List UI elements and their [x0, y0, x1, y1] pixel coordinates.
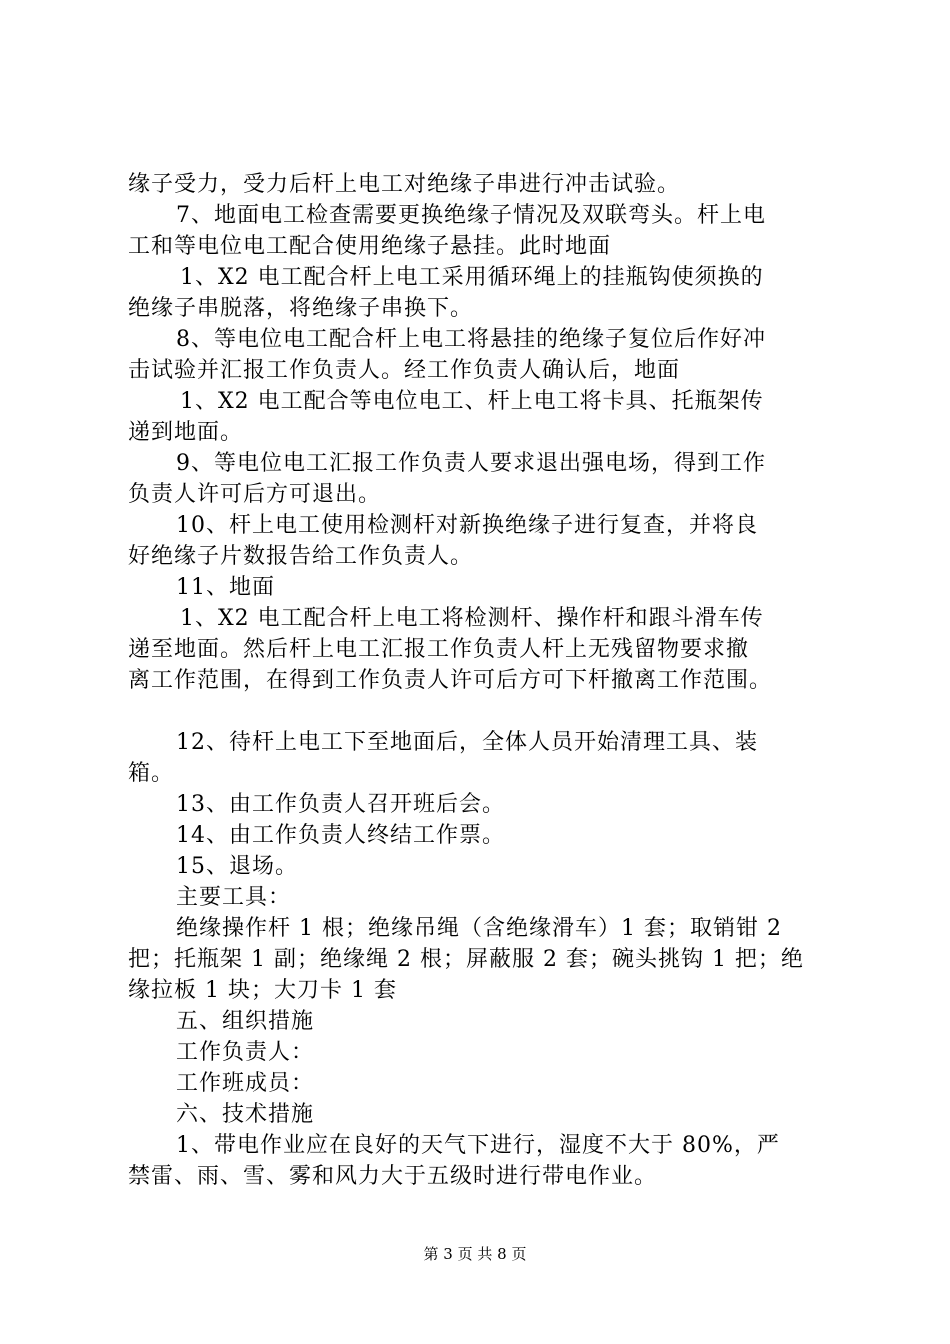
paragraph-line: 工作班成员：: [176, 1071, 315, 1096]
paragraph-line: 绝缘子串脱落，将绝缘子串换下。: [128, 296, 474, 321]
paragraph-line: 绝缘操作杆 1 根；绝缘吊绳（含绝缘滑车）1 套；取销钳 2: [176, 916, 782, 941]
page-number-label: 第 3 页 共 8 页: [423, 1245, 527, 1263]
paragraph-line: 离工作范围，在得到工作负责人许可后方可下杆撤离工作范围。: [128, 668, 773, 693]
paragraph-line: 好绝缘子片数报告给工作负责人。: [128, 544, 474, 569]
paragraph-line: 10、杆上电工使用检测杆对新换绝缘子进行复查，并将良: [176, 513, 758, 538]
paragraph-line: 14、由工作负责人终结工作票。: [176, 823, 505, 848]
paragraph-line: 11、地面: [176, 575, 275, 600]
paragraph-line: 7、地面电工检查需要更换绝缘子情况及双联弯头。杆上电: [176, 203, 766, 228]
paragraph-line: 工作负责人：: [176, 1040, 315, 1065]
paragraph-line: 1、X2 电工配合等电位电工、杆上电工将卡具、托瓶架传: [180, 389, 764, 414]
paragraph-line: 击试验并汇报工作负责人。经工作负责人确认后，地面: [128, 358, 681, 383]
paragraph-line: 缘子受力，受力后杆上电工对绝缘子串进行冲击试验。: [128, 172, 681, 197]
paragraph-line: 12、待杆上电工下至地面后，全体人员开始清理工具、装: [176, 730, 758, 755]
paragraph-line: 主要工具：: [176, 885, 292, 910]
paragraph-line: 禁雷、雨、雪、雾和风力大于五级时进行带电作业。: [128, 1164, 658, 1189]
paragraph-line: 递到地面。: [128, 420, 244, 445]
paragraph-line: 工和等电位电工配合使用绝缘子悬挂。此时地面: [128, 234, 612, 259]
paragraph-line: 9、等电位电工汇报工作负责人要求退出强电场，得到工作: [176, 451, 766, 476]
paragraph-line: 递至地面。然后杆上电工汇报工作负责人杆上无残留物要求撤: [128, 637, 750, 662]
paragraph-line: 1、X2 电工配合杆上电工将检测杆、操作杆和跟斗滑车传: [180, 606, 764, 631]
paragraph-line: 把；托瓶架 1 副；绝缘绳 2 根；屏蔽服 2 套；碗头挑钩 1 把；绝: [128, 947, 804, 972]
page-footer: [0, 1244, 950, 1264]
paragraph-line: 8、等电位电工配合杆上电工将悬挂的绝缘子复位后作好冲: [176, 327, 766, 352]
paragraph-line: 缘拉板 1 块；大刀卡 1 套: [128, 978, 397, 1003]
paragraph-line: 负责人许可后方可退出。: [128, 482, 382, 507]
section-heading: 五、组织措施: [176, 1009, 315, 1034]
paragraph-line: 箱。: [128, 761, 175, 786]
section-heading: 六、技术措施: [176, 1102, 315, 1127]
paragraph-line: 1、带电作业应在良好的天气下进行，湿度不大于 80%，严: [176, 1133, 780, 1158]
paragraph-line: 13、由工作负责人召开班后会。: [176, 792, 505, 817]
paragraph-line: 1、X2 电工配合杆上电工采用循环绳上的挂瓶钩使须换的: [180, 265, 764, 290]
paragraph-line: 15、退场。: [176, 854, 298, 879]
